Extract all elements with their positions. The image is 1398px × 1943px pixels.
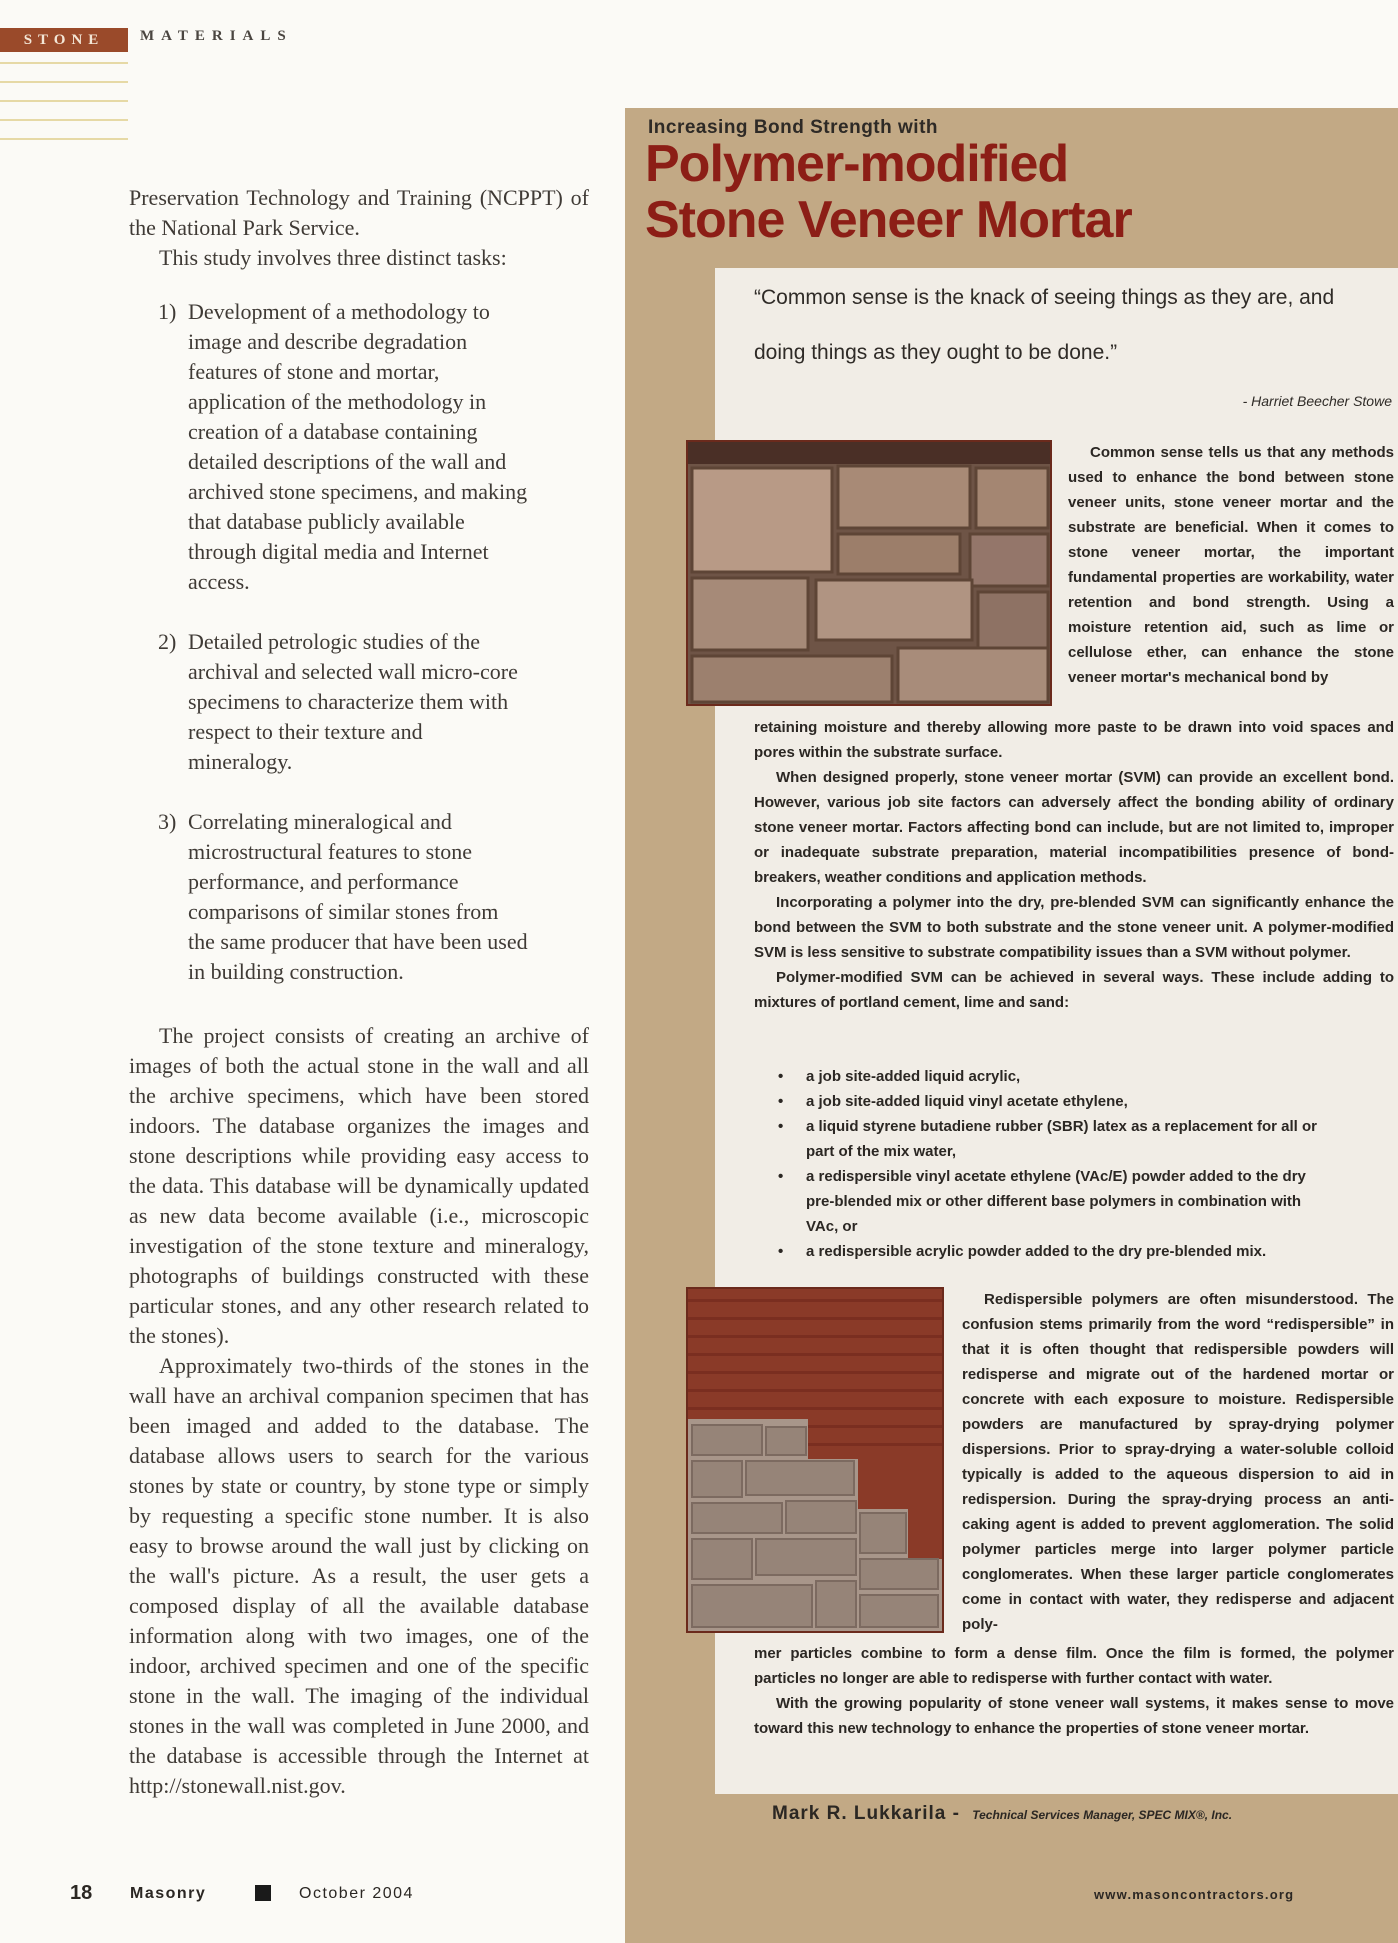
project-paragraph: The project consists of creating an archive of images of both the actual stone in the wall and all the archive specimens, which have been stored indoors. The database organizes the images and stone descriptions while providing easy access to the data. This database will be dynamically updated as new data become available (i.e., microscopic investigation of the stone texture and mineralogy, photographs of buildings constructed with these particular stones, and any other research related to the stones). xyxy=(129,1023,589,1348)
header-rules xyxy=(0,62,128,157)
approx-paragraph: Approximately two-thirds of the stones in the wall have an archival companion specimen that has been imaged and added to the database. The database allows users to search for the various stones by state or country, by stone type or simply by requesting a specific stone number. It is also easy to browse around the wall just by clicking on the wall's picture. As a result, the user gets a composed display of all the available database information along with two images, one of the indoor, archived specimen and one of the specific stone in the wall. The imaging of the individual stones in the wall was completed in June 2000, and the database is accessible through the Internet at http://stonewall.nist.gov. xyxy=(129,1353,589,1798)
body-paragraph-4: Polymer-modified SVM can be achieved in several ways. These include adding to mixtures of portland cement, lime and sand: xyxy=(754,969,1394,1011)
section-label-stone: STONE xyxy=(0,28,128,52)
stone-wall-photo xyxy=(686,440,1052,706)
body-continuation-1: retaining moisture and thereby allowing more paste to be drawn into void spaces and pores within the substrate surface. xyxy=(754,719,1394,761)
magazine-name: Masonry xyxy=(130,1885,207,1902)
task-text: Detailed petrologic studies of the archival and selected wall micro-core specimens to characterize them with respect to their texture and mineralogy. xyxy=(188,629,518,774)
list-item: • a redispersible acrylic powder added to the dry pre-blended mix. xyxy=(778,1239,1318,1264)
wrap-paragraph-2: Redispersible polymers are often misunderstood. The confusion stems primarily from the word “redispersible” in that it is often thought that redispersible powders will redisperse and migrate out of the hardened mortar or concrete with each exposure to moisture. Redispersible powders are manufactured by spray-drying polymer dispersions. Prior to spray-drying a water-soluble colloid typically is added to the aqueous dispersion to aid in redispersion. During the spray-drying process an anti-caking agent is added to prevent agglomeration. The solid polymer particles merge into larger polymer particle conglomerates. When these larger particle conglomerates come in contact with water, they redisperse and adjacent poly- xyxy=(962,1291,1394,1633)
sidebar-wrap-text-1 xyxy=(1068,440,1394,690)
section-label-materials: MATERIALS xyxy=(140,28,293,44)
body-closing-paragraph: With the growing popularity of stone veneer wall systems, it makes sense to move toward this new technology to enhance the properties of stone veneer mortar. xyxy=(754,1695,1394,1737)
sidebar-kicker: Increasing Bond Strength with xyxy=(648,117,939,138)
brick-stone-veneer-photo xyxy=(686,1287,944,1633)
footer-url: www.masoncontractors.org xyxy=(1094,1887,1295,1902)
body-continuation-2: mer particles combine to form a dense film. Once the film is formed, the polymer particles no longer are able to redisperse with further contact with water. xyxy=(754,1645,1394,1687)
task-number: 2) xyxy=(158,629,177,654)
list-item: • a liquid styrene butadiene rubber (SBR) latex as a replacement for all or part of the mix water, xyxy=(778,1114,1318,1164)
body-paragraph-3: Incorporating a polymer into the dry, pre-blended SVM can significantly enhance the bond between the SVM to both substrate and the stone veneer unit. A polymer-modified SVM is less sensitive to substrate compatibility issues than a SVM without polymer. xyxy=(754,894,1394,961)
sidebar-wrap-text-2 xyxy=(962,1287,1394,1637)
wrap-paragraph-1: Common sense tells us that any methods used to enhance the bond between stone veneer units, stone veneer mortar and the substrate are beneficial. When it comes to stone veneer mortar, the important fundamental properties are workability, water retention and bond strength. Using a moisture retention aid, such as lime or cellulose ether, can enhance the stone veneer mortar's mechanical bond by xyxy=(1068,444,1394,686)
task-number: 3) xyxy=(158,809,177,834)
sidebar-quote: “Common sense is the knack of seeing things as they are, and doing things as they ought to be done.” xyxy=(754,286,1335,364)
left-column xyxy=(129,183,589,1801)
author-separator: - xyxy=(952,1803,960,1824)
quote-attribution: - Harriet Beecher Stowe xyxy=(1242,393,1392,409)
author-byline xyxy=(772,1803,1232,1825)
body-paragraph-2: When designed properly, stone veneer mortar (SVM) can provide an excellent bond. However, various job site factors can adversely affect the bonding ability of ordinary stone veneer mortar. Factors affecting bond can include, but are not limited to, improper or inadequate substrate preparation, material incompatibilities presence of bond-breakers, weather conditions and application methods. xyxy=(754,769,1394,886)
sidebar-body-2 xyxy=(754,1641,1394,1741)
task-item xyxy=(129,297,528,597)
headline-line-2: Stone Veneer Mortar xyxy=(645,191,1132,249)
sidebar-headline xyxy=(645,136,1365,248)
polymer-options-list xyxy=(778,1064,1318,1264)
author-role: Technical Services Manager, SPEC MIX®, Inc. xyxy=(972,1808,1233,1822)
task-item xyxy=(129,627,528,777)
sidebar-body-1 xyxy=(754,715,1394,1015)
intro-paragraph: Preservation Technology and Training (NCPPT) of the National Park Service. xyxy=(129,185,589,240)
task-text: Development of a methodology to image and describe degradation features of stone and mortar, application of the methodology in creation of a database containing detailed descriptions of the wall and archived stone specimens, and making that database publicly available through digital media and Internet access. xyxy=(188,299,528,594)
list-item: • a job site-added liquid vinyl acetate ethylene, xyxy=(778,1089,1318,1114)
task-text: Correlating mineralogical and microstructural features to stone performance, and performance comparisons of similar stones from the same producer that have been used in building construction. xyxy=(188,809,528,984)
intro-paragraph-2: This study involves three distinct tasks: xyxy=(159,245,507,270)
list-item: • a job site-added liquid acrylic, xyxy=(778,1064,1318,1089)
footer-square-icon xyxy=(255,1885,271,1901)
headline-line-1: Polymer-modified xyxy=(645,135,1069,193)
task-item xyxy=(129,807,528,987)
issue-date: October 2004 xyxy=(299,1885,414,1902)
list-item: • a redispersible vinyl acetate ethylene (VAc/E) powder added to the dry pre-blended mix or other different base polymers in combination with VAc, or xyxy=(778,1164,1318,1239)
task-number: 1) xyxy=(158,299,177,324)
author-name: Mark R. Lukkarila xyxy=(772,1803,947,1824)
page-number: 18 xyxy=(70,1882,93,1904)
task-list xyxy=(129,297,589,987)
